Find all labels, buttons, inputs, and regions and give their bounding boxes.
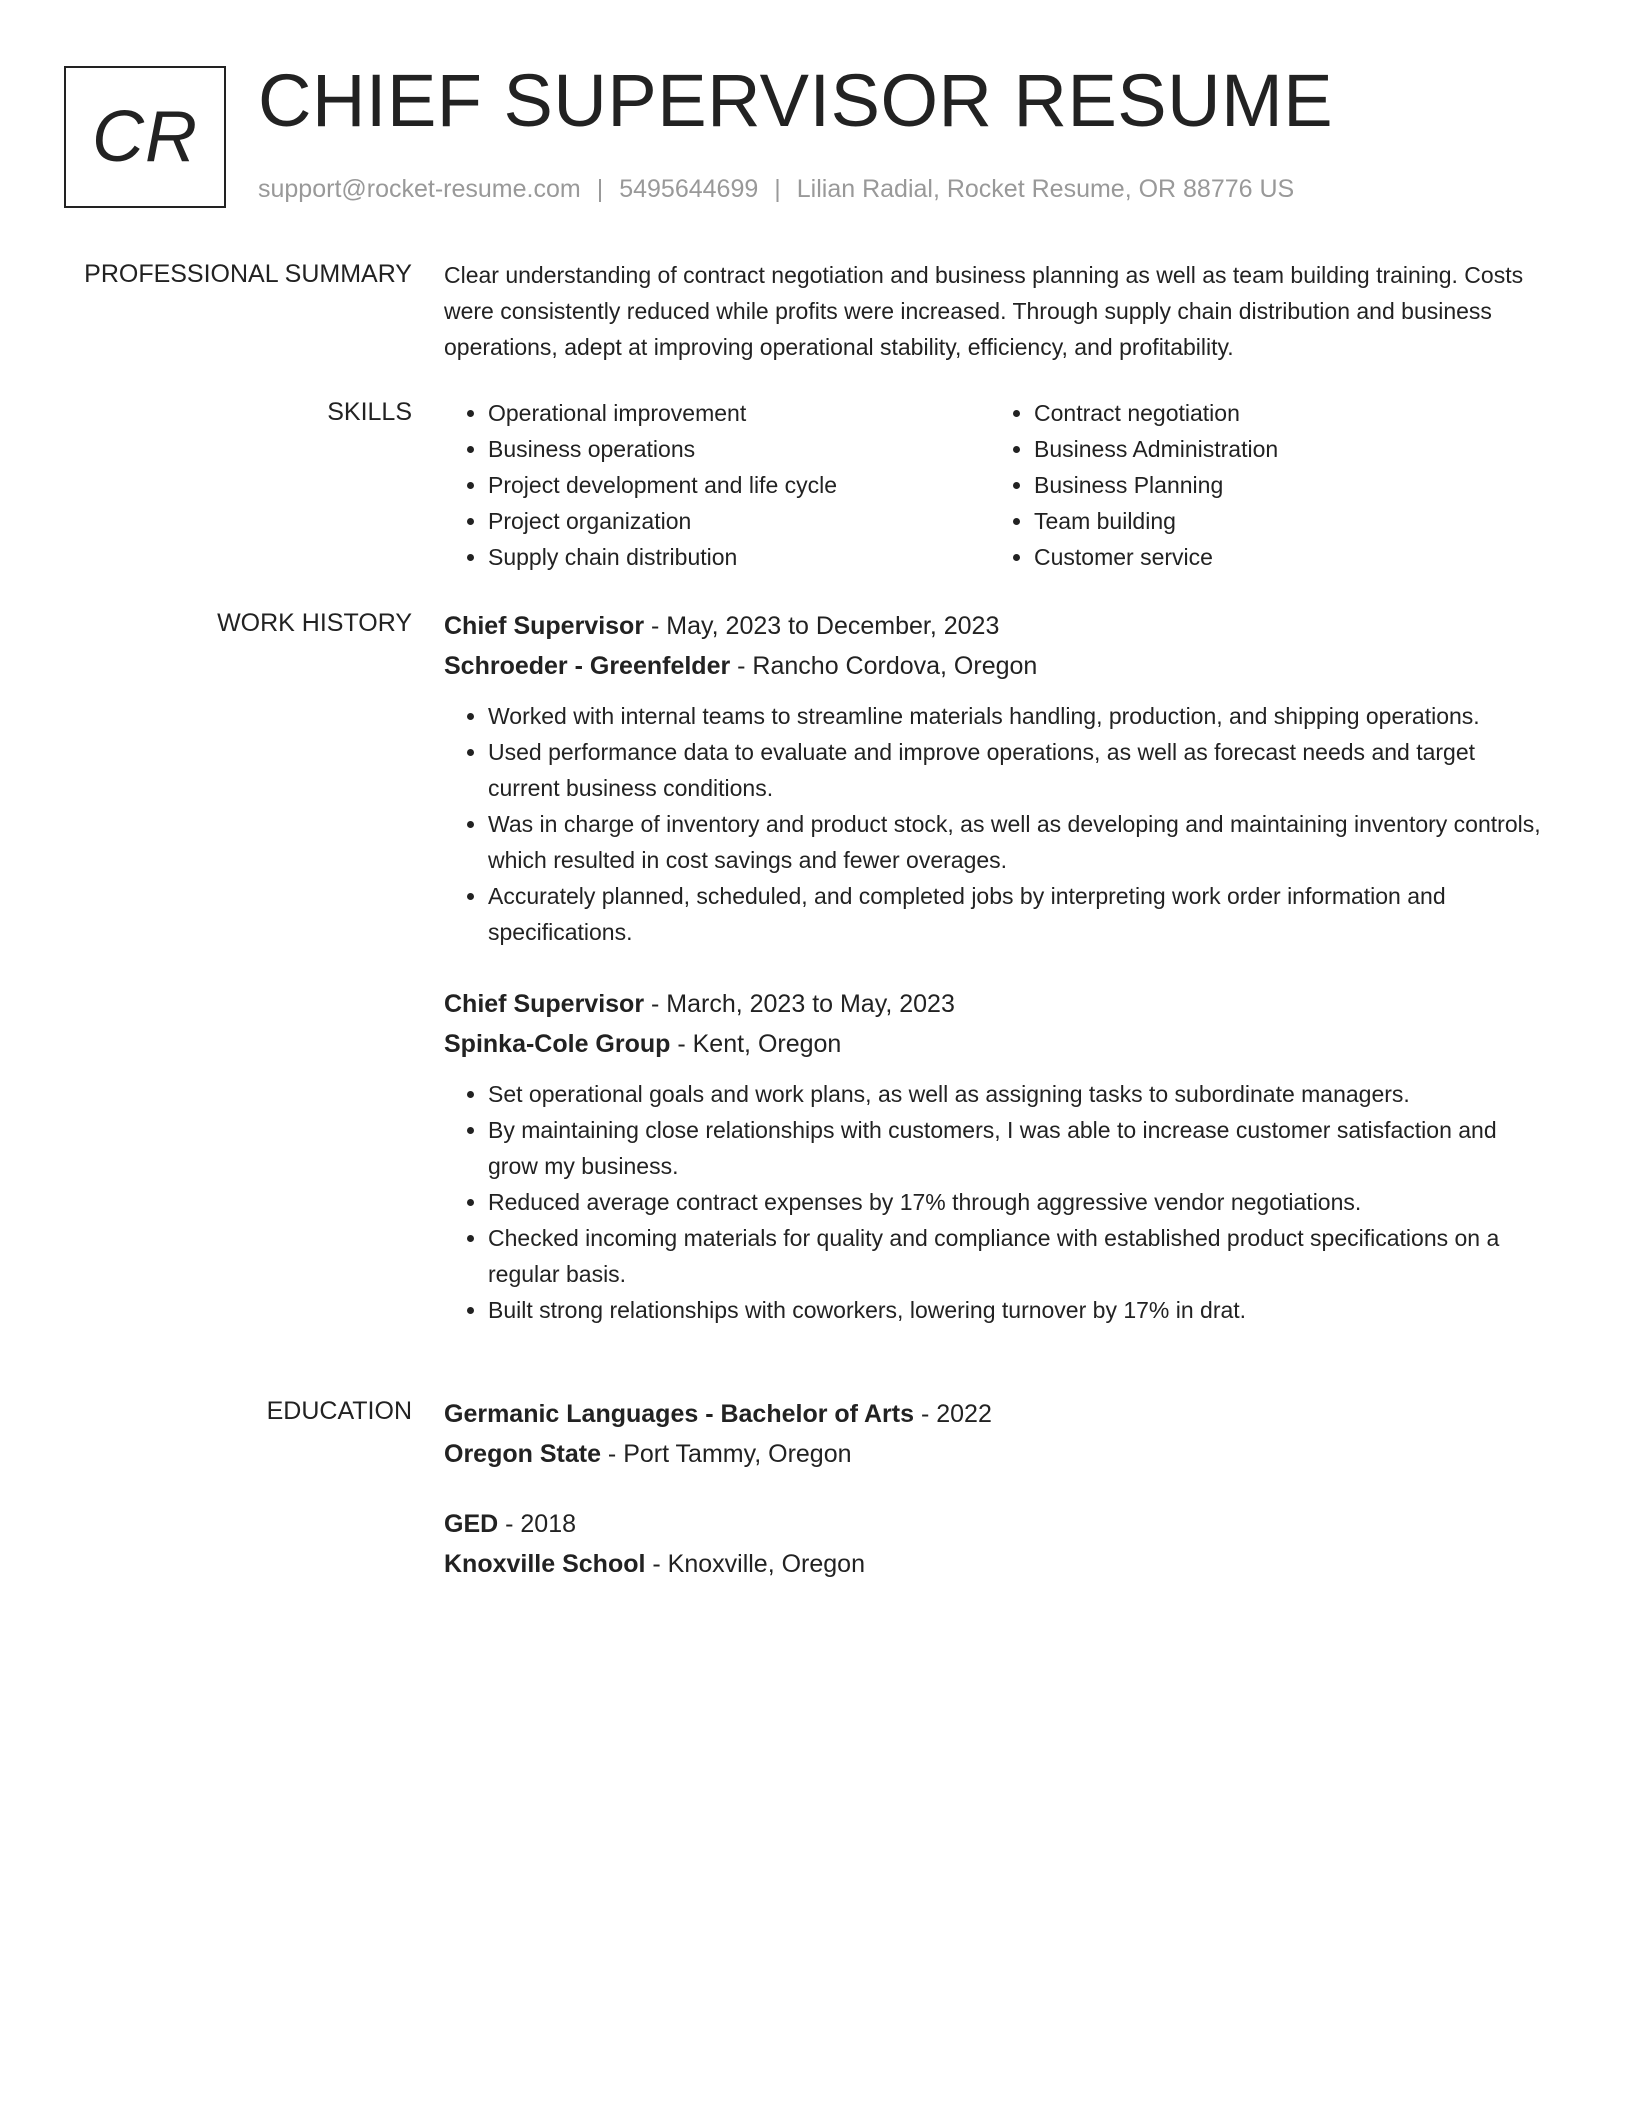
job-title-line <box>444 606 1548 646</box>
skill-item: • Operational improvement <box>488 395 990 431</box>
job-location: - Kent, Oregon <box>670 1030 842 1058</box>
summary-text: Clear understanding of contract negotiation and business planning as well as team building training. Costs were consistently reduced while profits were increased. Through supply chain distribution and business operations, adept at improving operational stability, efficiency, and profitability. <box>444 262 1524 360</box>
job-company-line <box>444 646 1548 686</box>
skill-item: • Project organization <box>488 503 990 539</box>
job-bullet: • Set operational goals and work plans, as well as assigning tasks to subordinate managers. <box>488 1076 1548 1112</box>
job-bullets <box>444 1076 1548 1328</box>
skill-item: • Project development and life cycle <box>488 467 990 503</box>
work-body <box>444 606 1548 1328</box>
education-degree: GED <box>444 1510 499 1538</box>
job-bullet: • Was in charge of inventory and product stock, as well as developing and maintaining inventory controls, which resulted in cost savings and fewer overages. <box>488 806 1548 878</box>
job-bullet: • By maintaining close relationships with customers, I was able to increase customer satisfaction and grow my business. <box>488 1112 1548 1184</box>
summary-label: PROFESSIONAL SUMMARY <box>84 260 412 288</box>
contact-line <box>258 172 1294 206</box>
education-label: EDUCATION <box>266 1397 412 1425</box>
education-location: - Knoxville, Oregon <box>645 1550 865 1578</box>
skills-label: SKILLS <box>327 398 412 426</box>
skill-item: • Business operations <box>488 431 990 467</box>
contact-email: support@rocket-resume.com <box>258 175 581 203</box>
skill-item: • Business Administration <box>1034 431 1536 467</box>
job-bullets <box>444 698 1548 950</box>
contact-phone: 5495644699 <box>619 175 759 203</box>
skills-list-left <box>444 395 990 575</box>
contact-address: Lilian Radial, Rocket Resume, OR 88776 US <box>796 175 1295 203</box>
skills-list-right <box>990 395 1536 575</box>
education-entry <box>444 1394 1548 1474</box>
skill-item: • Business Planning <box>1034 467 1536 503</box>
job-title: Chief Supervisor <box>444 612 645 640</box>
job-bullet: • Reduced average contract expenses by 17% through aggressive vendor negotiations. <box>488 1184 1548 1220</box>
resume-title: CHIEF SUPERVISOR RESUME <box>258 59 1334 142</box>
contact-separator: | <box>596 175 604 203</box>
job-location: - Rancho Cordova, Oregon <box>730 652 1038 680</box>
skill-item: • Team building <box>1034 503 1536 539</box>
education-degree-line <box>444 1504 1548 1544</box>
monogram-badge: CR <box>64 66 226 208</box>
job-company: Spinka-Cole Group <box>444 1030 671 1058</box>
contact-separator: | <box>774 175 781 203</box>
skill-item: • Supply chain distribution <box>488 539 990 575</box>
skills-body <box>444 395 1548 575</box>
job-dates: - May, 2023 to December, 2023 <box>644 612 1000 640</box>
education-degree-line <box>444 1394 1548 1434</box>
job-entry <box>444 984 1548 1328</box>
summary-body <box>444 257 1548 365</box>
job-title-line <box>444 984 1548 1024</box>
education-location: - Port Tammy, Oregon <box>600 1440 852 1468</box>
education-school: Oregon State <box>444 1440 601 1468</box>
job-company: Schroeder - Greenfelder <box>444 652 731 680</box>
education-year: - 2018 <box>498 1510 577 1538</box>
education-body <box>444 1394 1548 1584</box>
work-label: WORK HISTORY <box>217 609 412 637</box>
education-school-line <box>444 1434 1548 1474</box>
skill-item: • Contract negotiation <box>1034 395 1536 431</box>
job-company-line <box>444 1024 1548 1064</box>
education-entry <box>444 1504 1548 1584</box>
education-degree: Germanic Languages - Bachelor of Arts <box>444 1400 915 1428</box>
job-bullet: • Used performance data to evaluate and improve operations, as well as forecast needs and target current business conditions. <box>488 734 1548 806</box>
education-year: - 2022 <box>914 1400 992 1428</box>
education-school-line <box>444 1544 1548 1584</box>
job-bullet: • Built strong relationships with coworkers, lowering turnover by 17% in drat. <box>488 1292 1548 1328</box>
job-bullet: • Checked incoming materials for quality and compliance with established product specifications on a regular basis. <box>488 1220 1548 1292</box>
job-dates: - March, 2023 to May, 2023 <box>644 990 955 1018</box>
job-bullet: • Worked with internal teams to streamline materials handling, production, and shipping operations. <box>488 698 1548 734</box>
skill-item: • Customer service <box>1034 539 1536 575</box>
job-title: Chief Supervisor <box>444 990 645 1018</box>
education-school: Knoxville School <box>444 1550 646 1578</box>
job-entry <box>444 606 1548 950</box>
job-bullet: • Accurately planned, scheduled, and completed jobs by interpreting work order information and specifications. <box>488 878 1548 950</box>
